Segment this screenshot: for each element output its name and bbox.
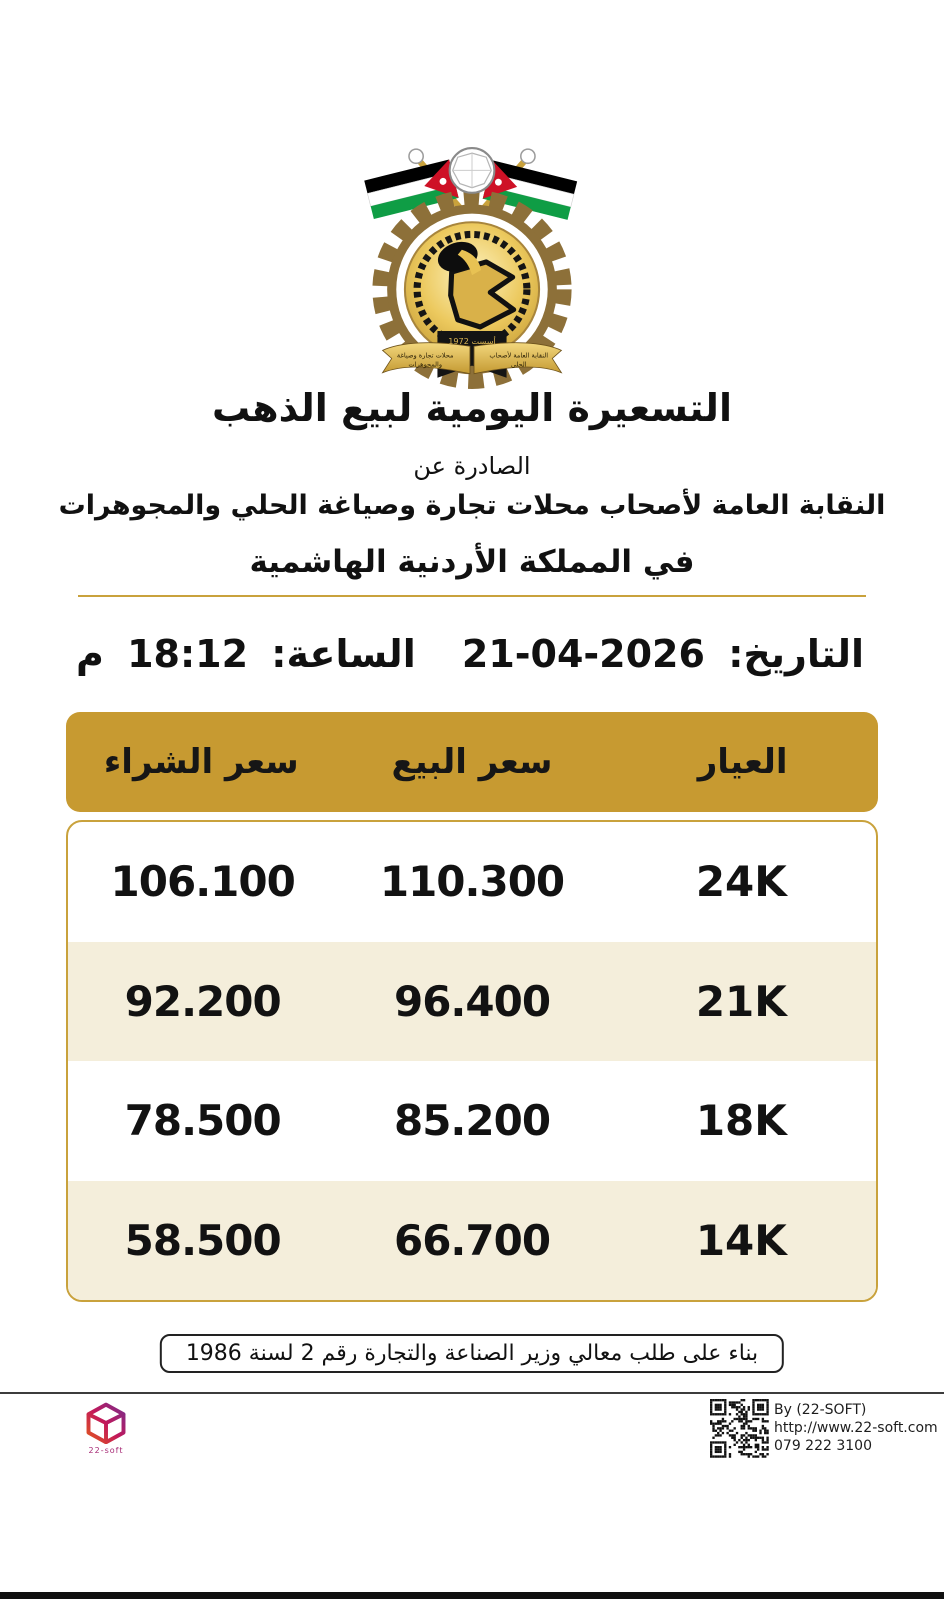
price-row-14k xyxy=(68,1181,876,1301)
credit-by: By (22-SOFT) xyxy=(774,1402,867,1418)
qr-code xyxy=(710,1399,770,1459)
sell-cell: 85.200 xyxy=(393,1096,551,1146)
column-header-karat: العيار xyxy=(697,742,788,782)
date-value: 21-04-2026 xyxy=(461,632,705,676)
price-row-21k xyxy=(68,942,876,1062)
established-text: أسست 1972 xyxy=(448,336,496,347)
diamond-icon xyxy=(450,148,495,193)
soft-company-logo xyxy=(76,1402,136,1455)
footer-divider xyxy=(0,1392,944,1394)
country-text: في المملكة الأردنية الهاشمية xyxy=(249,544,695,580)
page-title: التسعيرة اليومية لبيع الذهب xyxy=(212,386,732,430)
sell-cell: 110.300 xyxy=(379,857,565,907)
ministerial-note: بناء على طلب معالي وزير الصناعة والتجارة رقم 2 لسنة 1986 xyxy=(160,1334,784,1373)
sell-cell: 66.700 xyxy=(393,1215,551,1265)
price-table-header xyxy=(66,712,878,812)
credit-url: http://www.22-soft.com xyxy=(774,1420,938,1436)
buy-cell: 58.500 xyxy=(124,1215,281,1265)
price-row-24k xyxy=(68,822,876,942)
soft-logo-text: 22-soft xyxy=(88,1446,124,1455)
column-header-sell: سعر البيع xyxy=(391,742,553,782)
banner-right-line1: النقابة العامة لأصحاب xyxy=(489,351,549,360)
karat-cell: 24K xyxy=(695,857,787,907)
syndicate-name: النقابة العامة لأصحاب محلات تجارة وصياغة الحلي والمجوهرات xyxy=(58,490,886,521)
bottom-edge-bar xyxy=(0,1592,944,1599)
syndicate-emblem-logo xyxy=(360,144,584,392)
buy-cell: 106.100 xyxy=(110,857,295,907)
time-group xyxy=(76,632,416,676)
cube-logo-icon xyxy=(83,1402,129,1444)
time-value: 18:12 xyxy=(127,632,249,676)
banner-left-line2: والمجوهرات xyxy=(408,360,443,369)
column-header-buy: سعر الشراء xyxy=(103,742,299,782)
time-period: م xyxy=(76,632,104,676)
buy-cell: 78.500 xyxy=(124,1096,281,1146)
gold-divider xyxy=(78,595,866,597)
sell-cell: 96.400 xyxy=(393,976,551,1026)
karat-cell: 18K xyxy=(695,1096,787,1146)
karat-cell: 21K xyxy=(695,976,787,1026)
buy-cell: 92.200 xyxy=(124,976,281,1026)
date-group xyxy=(452,632,864,676)
time-label: الساعة: xyxy=(271,632,416,676)
credit-phone: 079 222 3100 xyxy=(774,1438,872,1454)
date-label: التاريخ: xyxy=(728,632,864,676)
karat-cell: 14K xyxy=(695,1215,787,1265)
issued-by-text: الصادرة عن xyxy=(413,452,531,480)
price-row-18k xyxy=(68,1061,876,1181)
emblem-graphic xyxy=(360,144,584,392)
price-table-body xyxy=(66,820,878,1302)
banner-right-line2: الحلي xyxy=(510,360,527,369)
datetime-row xyxy=(66,614,878,694)
credit-block xyxy=(774,1401,938,1455)
banner-left-line1: محلات تجارة وصياغة xyxy=(396,351,454,360)
